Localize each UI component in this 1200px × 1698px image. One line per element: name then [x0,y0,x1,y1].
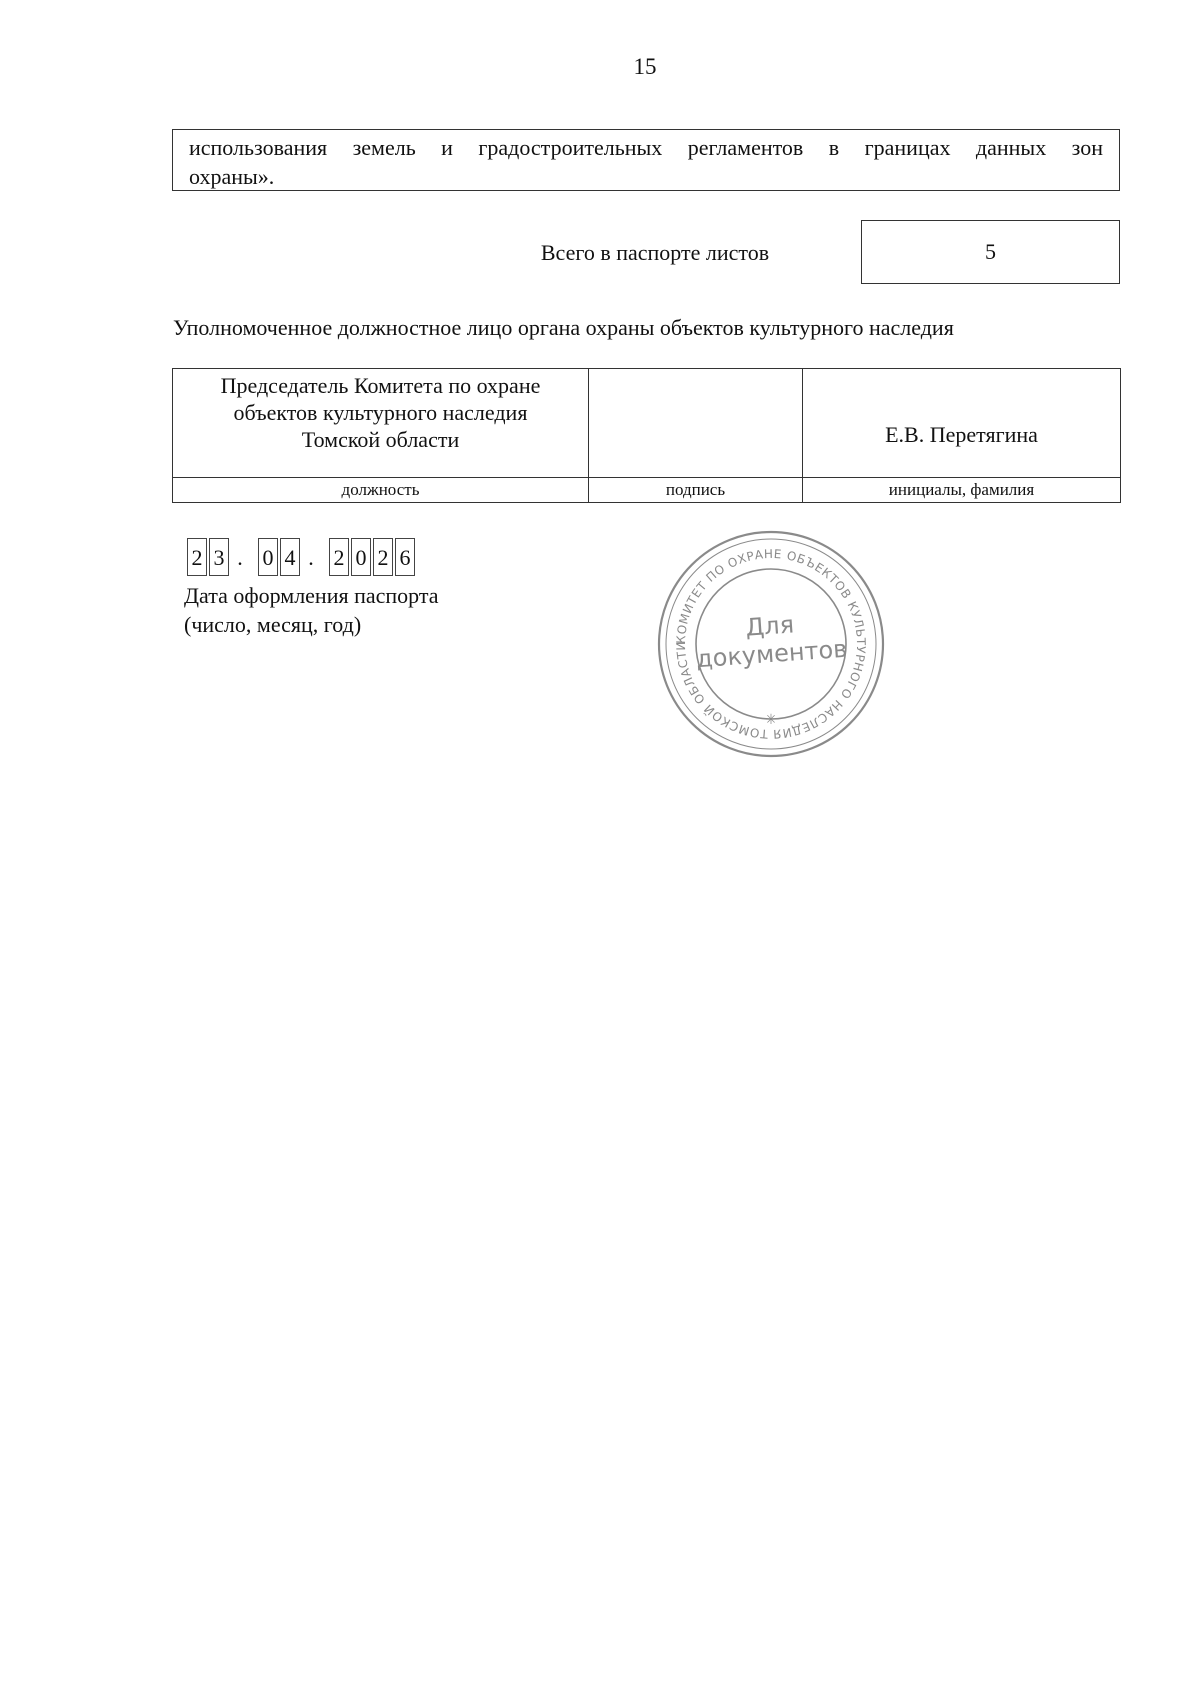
date-separator: . [237,545,243,570]
date-year-digit: 2 [373,538,393,576]
official-seal-stamp [655,528,887,760]
seal-center-line: документов [695,634,849,674]
position-cell [173,369,589,478]
continuation-text-box [172,129,1120,191]
position-caption: должность [173,478,589,503]
signature-caption: подпись [589,478,803,503]
signature-table [172,368,1121,503]
position-line: Председатель Комитета по охране [220,373,541,398]
date-caption-line: Дата оформления паспорта [184,583,439,608]
position-line: объектов культурного наследия [233,400,528,425]
date-separator: . [308,545,314,570]
date-day-digit: 3 [209,538,229,576]
date-year-digit: 6 [395,538,415,576]
date-year-digit: 0 [351,538,371,576]
seal-star-icon: ✳ [765,713,777,728]
seal-center-line: Для [744,610,795,642]
authorized-official-heading: Уполномоченное должностное лицо органа охраны объектов культурного наследия [173,315,954,340]
date-month-digit: 0 [258,538,278,576]
issue-date-caption [184,581,439,639]
position-line: Томской области [301,427,460,452]
seal-ring-text-path: КОМИТЕТ ПО ОХРАНЕ ОБЪЕКТОВ КУЛЬТУРНОГО НАСЛЕДИЯ ТОМСКОЙ ОБЛАСТИ [673,546,869,742]
date-caption-line: (число, месяц, год) [184,612,362,637]
page-number: 15 [633,54,657,79]
continuation-line-1: использования земель и градостроительных регламентов в границах данных зон [189,135,1103,160]
date-year-digit: 2 [329,538,349,576]
date-month-digit: 4 [280,538,300,576]
total-sheets-value: 5 [861,220,1120,284]
signature-cell [589,369,803,478]
name-caption: инициалы, фамилия [803,478,1121,503]
official-name: Е.В. Перетягина [803,369,1121,478]
date-day-digit: 2 [187,538,207,576]
total-sheets-label: Всего в паспорте листов [540,240,770,265]
continuation-line-2: охраны». [189,164,275,189]
